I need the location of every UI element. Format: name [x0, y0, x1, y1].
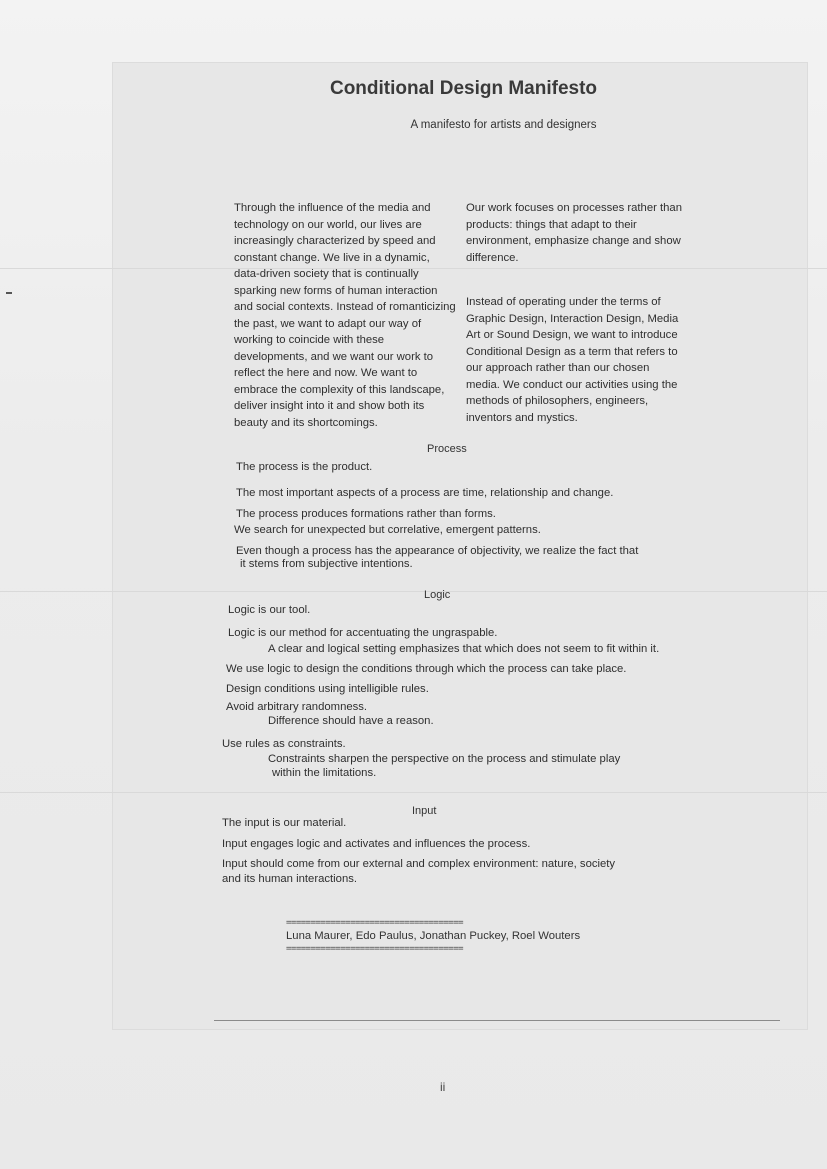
- process-line: The most important aspects of a process are time, relationship and change.: [236, 487, 614, 499]
- poster-bottom-edge: [214, 1020, 780, 1021]
- logic-line: We use logic to design the conditions through which the process can take place.: [226, 663, 627, 675]
- logic-line: Design conditions using intelligible rules.: [226, 683, 429, 695]
- input-line: Input should come from our external and complex environment: nature, society: [222, 858, 616, 870]
- logic-line: within the limitations.: [272, 767, 377, 779]
- input-heading: Input: [412, 805, 437, 817]
- fold-line: [0, 792, 827, 793]
- logic-line: Logic is our method for accentuating the ungraspable.: [228, 627, 498, 639]
- credits-separator-bottom: ====================================: [286, 944, 464, 954]
- input-line: Input engages logic and activates and influences the process.: [222, 838, 531, 850]
- manifesto-subtitle: A manifesto for artists and designers: [410, 119, 597, 131]
- input-line: The input is our material.: [222, 817, 347, 829]
- logic-line: A clear and logical setting emphasizes that which does not seem to fit within it.: [268, 643, 660, 655]
- intro-right-paragraph-2: Instead of operating under the terms of Graphic Design, Interaction Design, Media Art or Sound Design, we want to introduce Conditional Design as a term that refers to our approach rather than our chosen media. We conduct our activities using the methods of philosophers, engineers, inventors and mystics.: [466, 296, 679, 424]
- intro-left-column: [234, 200, 456, 431]
- process-line: it stems from subjective intentions.: [240, 558, 413, 570]
- logic-line: Use rules as constraints.: [222, 738, 346, 750]
- logic-line: Difference should have a reason.: [268, 715, 434, 727]
- credits-separator-top: ====================================: [286, 918, 464, 928]
- input-line: and its human interactions.: [222, 873, 358, 885]
- logic-line: Logic is our tool.: [228, 604, 311, 616]
- process-line: Even though a process has the appearance of objectivity, we realize the fact that: [236, 545, 639, 557]
- intro-right-paragraph-1: Our work focuses on processes rather than products: things that adapt to their environment, emphasize change and show difference.: [466, 202, 682, 264]
- process-line: We search for unexpected but correlative, emergent patterns.: [234, 524, 541, 536]
- process-heading: Process: [427, 443, 467, 455]
- process-line: The process produces formations rather than forms.: [236, 508, 496, 520]
- credits-block: [286, 918, 580, 954]
- intro-left-paragraph: Through the influence of the media and technology on our world, our lives are increasingly characterized by speed and constant change. We live in a dynamic, data-driven society that is continually sparking new forms of human interaction and social contexts. Instead of romanticizing the past, we want to adapt our way of working to coincide with these developments, and we want our work to reflect the here and now. We want to embrace the complexity of this landscape, deliver insight into it and show both its beauty and its shortcomings.: [234, 202, 456, 429]
- page-number: ii: [440, 1080, 446, 1094]
- logic-heading: Logic: [424, 589, 451, 601]
- logic-line: Avoid arbitrary randomness.: [226, 701, 368, 713]
- logic-line: Constraints sharpen the perspective on the process and stimulate play: [268, 753, 621, 765]
- credits-names: Luna Maurer, Edo Paulus, Jonathan Puckey, Roel Wouters: [286, 930, 581, 942]
- fold-line: [0, 591, 827, 592]
- process-line: The process is the product.: [236, 461, 373, 473]
- scan-mark: [6, 292, 12, 294]
- manifesto-title: Conditional Design Manifesto: [329, 78, 598, 99]
- intro-right-column: [466, 200, 682, 426]
